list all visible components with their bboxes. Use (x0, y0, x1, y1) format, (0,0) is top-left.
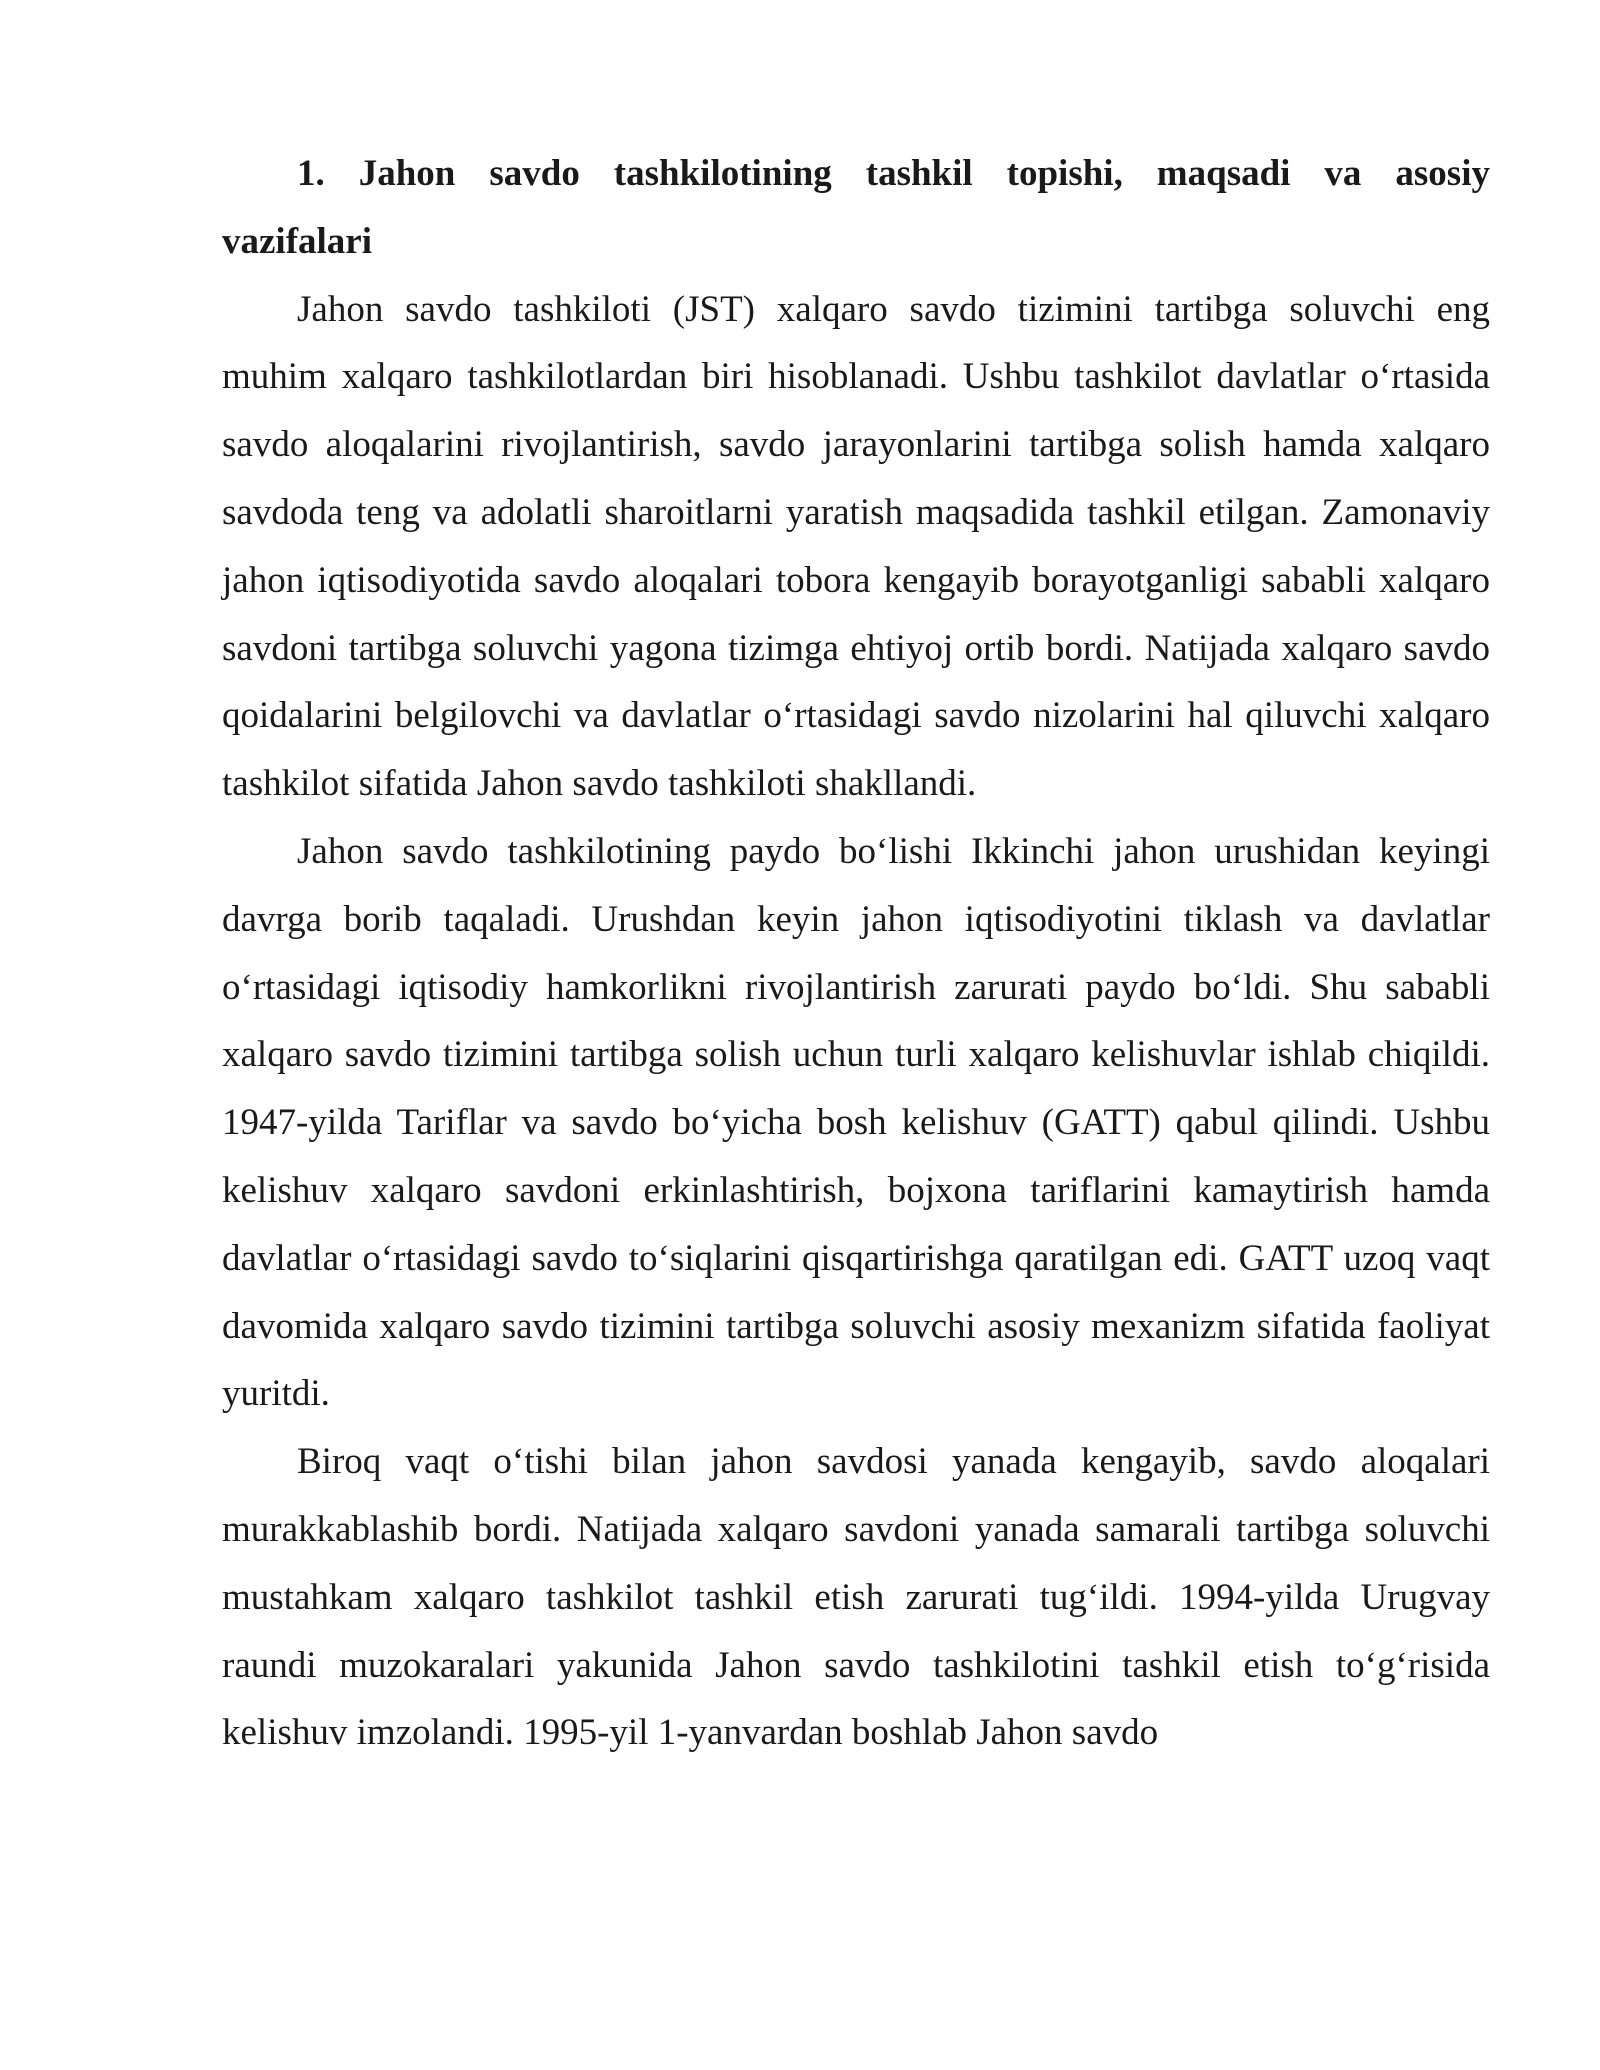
paragraph-3: Biroq vaqt o‘tishi bilan jahon savdosi yanada kengayib, savdo aloqalari murakkablashib bordi. Natijada xalqaro savdoni yanada samarali tartibga soluvchi mustahkam xalqaro tashkilot tashkil etish zarurati tug‘ildi. 1994-yilda Urugvay raundi muzokaralari yakunida Jahon savdo tashkilotini tashkil etish to‘g‘risida kelishuv imzolandi. 1995-yil 1-yanvardan boshlab Jahon savdo (222, 1441, 1490, 1754)
section-heading: 1. Jahon savdo tashkilotining tashkil topishi, maqsadi va asosiy vazifalari (222, 153, 1490, 262)
document-body (222, 140, 1490, 1767)
paragraph-1: Jahon savdo tashkiloti (JST) xalqaro savdo tizimini tartibga soluvchi eng muhim xalqaro tashkilotlardan biri hisoblanadi. Ushbu tashkilot davlatlar o‘rtasida savdo aloqalarini rivojlantirish, savdo jarayonlarini tartibga solish hamda xalqaro savdoda teng va adolatli sharoitlarni yaratish maqsadida tashkil etilgan. Zamonaviy jahon iqtisodiyotida savdo aloqalari tobora kengayib borayotganligi sababli xalqaro savdoni tartibga soluvchi yagona tizimga ehtiyoj ortib bordi. Natijada xalqaro savdo qoidalarini belgilovchi va davlatlar o‘rtasidagi savdo nizolarini hal qiluvchi xalqaro tashkilot sifatida Jahon savdo tashkiloti shakllandi. (222, 288, 1490, 805)
paragraph-2: Jahon savdo tashkilotining paydo bo‘lishi Ikkinchi jahon urushidan keyingi davrga borib taqaladi. Urushdan keyin jahon iqtisodiyotini tiklash va davlatlar o‘rtasidagi iqtisodiy hamkorlikni rivojlantirish zarurati paydo bo‘ldi. Shu sababli xalqaro savdo tizimini tartibga solish uchun turli xalqaro kelishuvlar ishlab chiqildi. 1947-yilda Tariflar va savdo bo‘yicha bosh kelishuv (GATT) qabul qilindi. Ushbu kelishuv xalqaro savdoni erkinlashtirish, bojxona tariflarini kamaytirish hamda davlatlar o‘rtasidagi savdo to‘siqlarini qisqartirishga qaratilgan edi. GATT uzoq vaqt davomida xalqaro savdo tizimini tartibga soluvchi asosiy mexanizm sifatida faoliyat yuritdi. (222, 830, 1490, 1415)
